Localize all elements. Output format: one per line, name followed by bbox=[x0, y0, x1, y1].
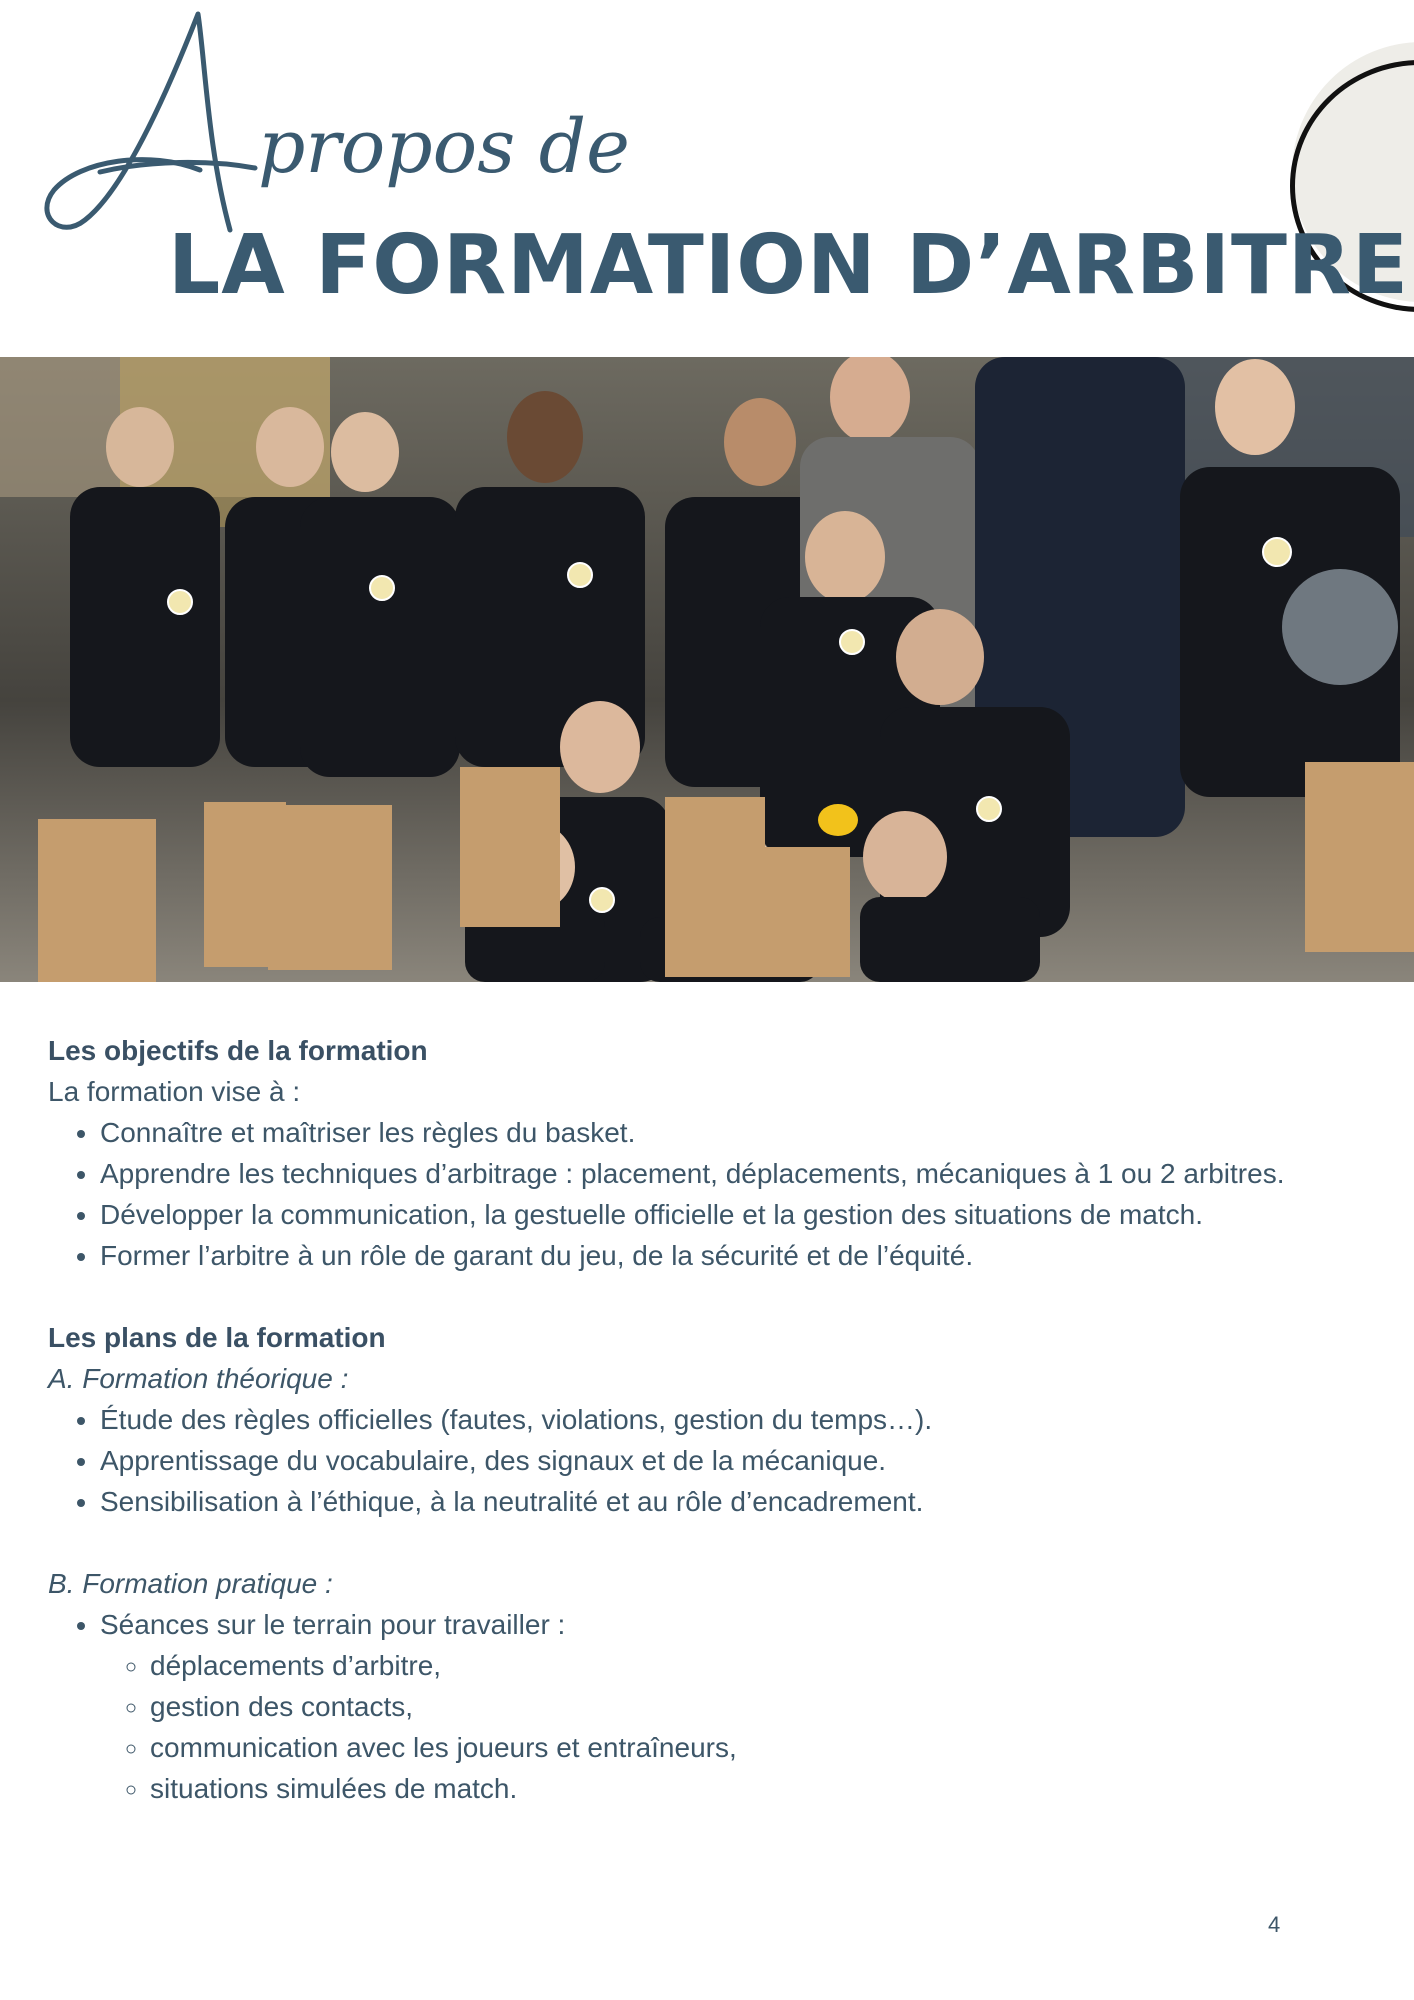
sub-list-item: ◦ déplacements d’arbitre, bbox=[150, 1645, 1348, 1686]
list-item: • Former l’arbitre à un rôle de garant du jeu, de la sécurité et de l’équité. bbox=[100, 1235, 1348, 1276]
objectives-heading: Les objectifs de la formation bbox=[48, 1035, 428, 1066]
sub-list-item: ◦ gestion des contacts, bbox=[150, 1686, 1348, 1727]
practice-label: B. Formation pratique : bbox=[48, 1568, 333, 1599]
list-item: • Apprendre les techniques d’arbitrage : placement, déplacements, mécaniques à 1 ou 2 arbitres. bbox=[100, 1153, 1348, 1194]
practice-sublist bbox=[100, 1645, 1348, 1809]
practice-item: Séances sur le terrain pour travailler : bbox=[100, 1609, 566, 1640]
plans-heading: Les plans de la formation bbox=[48, 1322, 386, 1353]
page-title: LA FORMATION D’ARBITRE bbox=[168, 218, 1410, 313]
list-item: • Développer la communication, la gestuelle officielle et la gestion des situations de match. bbox=[100, 1194, 1348, 1235]
svg-text:propos de: propos de bbox=[258, 104, 630, 190]
group-photo bbox=[0, 357, 1414, 982]
sub-list-item: ◦ communication avec les joueurs et entraîneurs, bbox=[150, 1727, 1348, 1768]
content bbox=[48, 1030, 1348, 1809]
list-item bbox=[100, 1604, 1348, 1809]
list-item: • Étude des règles officielles (fautes, violations, gestion du temps…). bbox=[100, 1399, 1348, 1440]
page-number: 4 bbox=[1268, 1912, 1281, 1937]
practice-list bbox=[48, 1604, 1348, 1809]
sub-list-item: ◦ situations simulées de match. bbox=[150, 1768, 1348, 1809]
list-item: • Apprentissage du vocabulaire, des signaux et de la mécanique. bbox=[100, 1440, 1348, 1481]
list-item: • Sensibilisation à l’éthique, à la neutralité et au rôle d’encadrement. bbox=[100, 1481, 1348, 1522]
theory-label: A. Formation théorique : bbox=[48, 1363, 349, 1394]
list-item: • Connaître et maîtriser les règles du basket. bbox=[100, 1112, 1348, 1153]
objectives-list bbox=[48, 1112, 1348, 1276]
objectives-intro: La formation vise à : bbox=[48, 1076, 301, 1107]
theory-list bbox=[48, 1399, 1348, 1522]
